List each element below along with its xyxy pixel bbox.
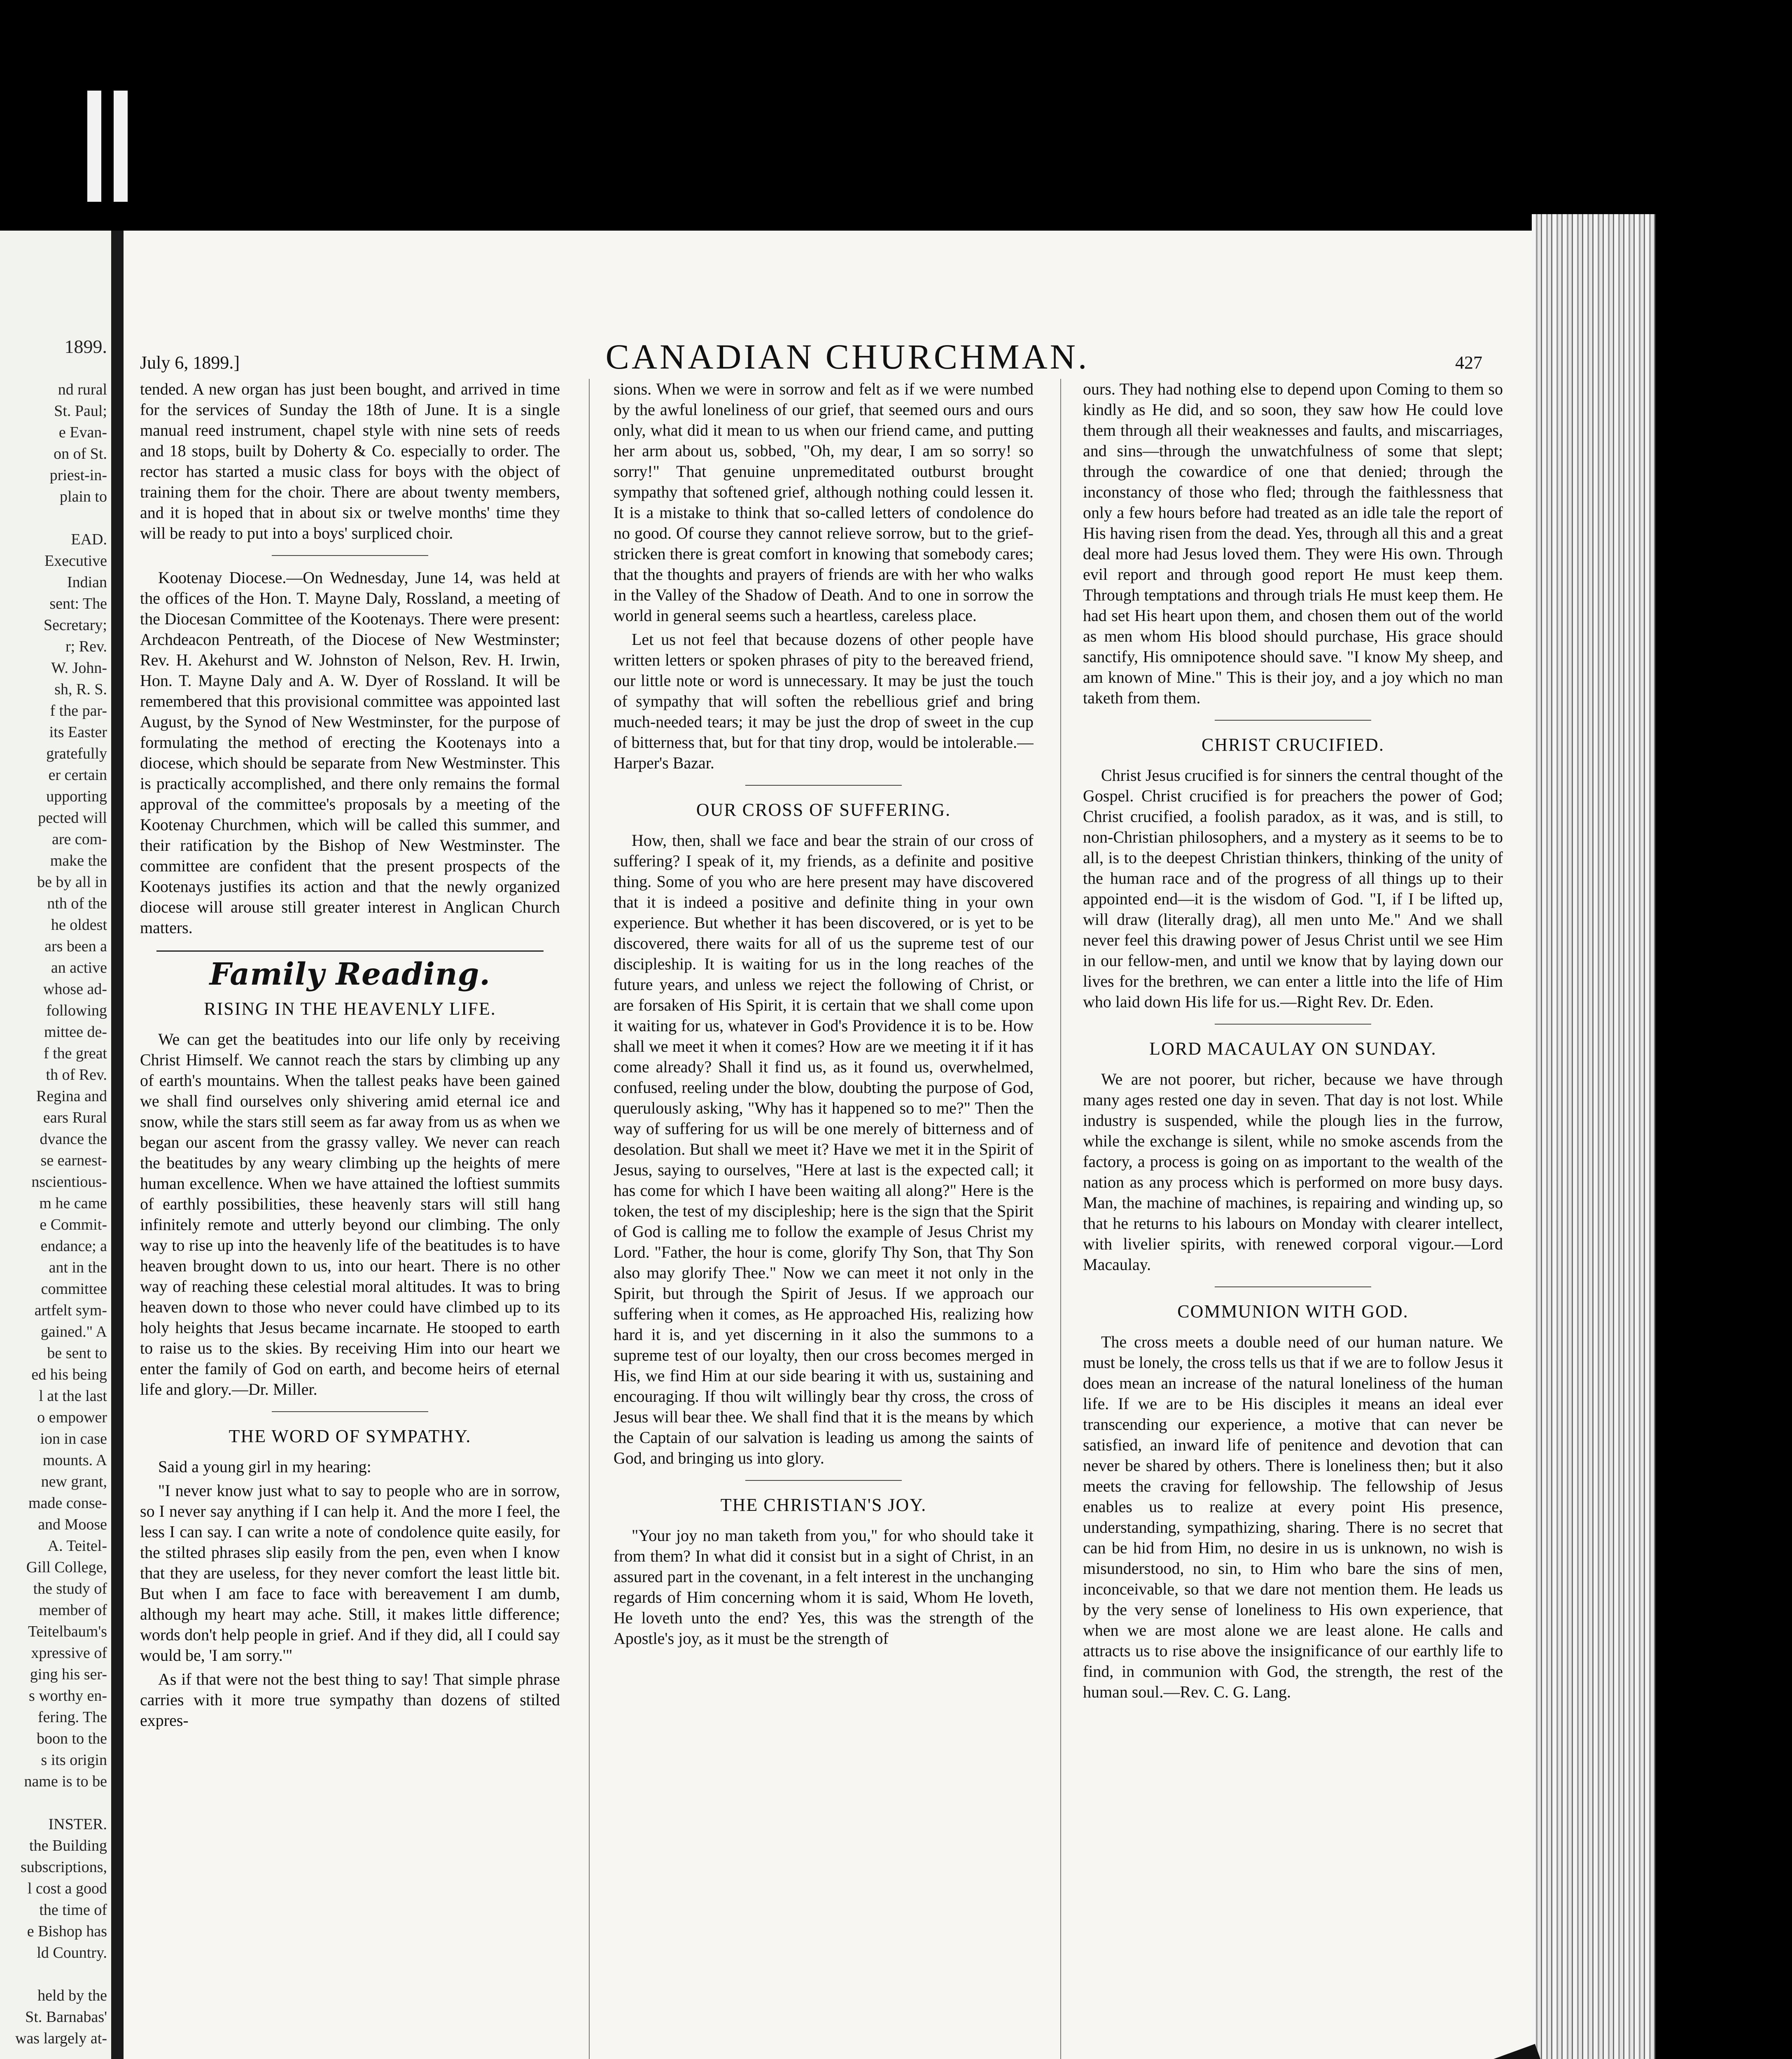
left-page-fragment-line: be sent to [47,1345,107,1362]
sympathy-paragraph-2: "I never know just what to say to people who are in sorrow, so I never say anything if I can help it. And the more I feel, the less I can say. I can write a note of condolence quite easily, for the stilted phrases slip easily from the pen, even when I know that they are useless, for they never comfort the least little bit. But when I am face to face with bereavement I am dumb, although my heart may ache. Still, it makes little difference; words don't help people in grief. And if they did, all I could say would be, 'I am sorry.'" [140,1481,560,1664]
left-page-fragment-line: th of Rev. [46,1066,107,1083]
book-page-edges [1532,214,1655,2059]
left-page-fragment-line: and Moose [38,1516,107,1533]
kootenay-paragraph: Kootenay Diocese.—On Wednesday, June 14, was held at the offices of the Hon. T. Mayne Daly, Rossland, a meeting of the Diocesan Committee of the Kootenays. There were present: Archdeacon Pentreath, of the Diocese of New Westminster; Rev. H. Akehurst and W. Johnston of Nelson, Rev. H. Irwin, Hon. T. Mayne Daly and A. W. Dyer of Rossland. It will be remembered that this provisional committee was appointed last August, by the Synod of New Westminster, for the purpose of formulating the method of erecting the Kootenays into a diocese, which should be separate from New Westminster. This is practically accomplished, and there only remains the formal approval of the committee's proposals by a meeting of the Kootenay Churchmen, which will be called this summer, and their ratification by the Bishop of New Westminster. The committee are confident that the present prospects of the Kootenays justifies its action and that the newly organized diocese will arouse still greater interest in Anglican Church matters. [140,568,560,937]
left-page-fragment-line: pected will [38,809,107,826]
left-page-fragment-line: St. Barnabas' [25,2008,107,2026]
left-page-fragment-line: the study of [33,1580,107,1597]
left-page-text-fragments [15,379,107,2049]
left-page-fragment-line: sh, R. S. [54,681,107,698]
left-page-fragment-line: new grant, [41,1473,107,1490]
left-page-fragment-line: endance; a [40,1237,107,1255]
left-page-fragment-line: e Bishop has [27,1923,107,1940]
binding-gutter [111,231,124,2059]
masthead-title: CANADIAN CHURCHMAN. [605,337,1090,376]
left-page-fragment-line: ars been a [44,938,107,955]
left-page-fragment-line: ld Country. [37,1944,107,1961]
cross-paragraph: How, then, shall we face and bear the strain of our cross of suffering? I speak of it, my friends, as a definite and positive thing. Some of you who are here present may have discovered that it is indeed a positive and definite thing in your own experience. But whether it has been discovered, or is yet to be discovered, there waits for all of us the supreme test of our discipleship. It is waiting for us in the long reaches of the future years, and unless we reject the following of Christ, or are forsaken of His Spirit, it is certain that we shall come upon it waiting for us, whatever in God's Providence it is to be. How shall we meet it when it comes? How are we meeting it if it has come already? Shall it find us, as it found us, overwhelmed, confused, reeling under the blow, doubting the purpose of God, querulously asking, "Why has it happened so to me?" Then the way of suffering for us will be one merely of bitterness and of desolation. But shall we meet it? Have we met it in the Spirit of Jesus, saying to ourselves, "Here at last is the expected call; it has come for which I have been waiting all along?" Here is the token, the test of my discipleship; here is the sign that the Spirit of God is calling me to follow the example of Jesus Christ my Lord. "Father, the hour is come, glorify Thy Son, that Thy Son also may glorify Thee." Now we can meet it not only in the Spirit, but through the Spirit of Jesus. If we approach our suffering when it comes, as He approached His, realizing how hard it is, and yet discerning in it also the summons to a supreme test of our loyalty, then our cross becomes merged in His, we find Him at our side bearing it with us, sustaining and encouraging. If thou wilt willingly bear thy cross, the cross of Jesus will bear thee. We shall find that it is the means by which the Captain of our salvation is leading us among the saints of God, and bringing us into glory. [614,831,1034,1467]
left-page-fragment-line: make the [50,852,107,869]
left-page-fragment-line: following [46,1002,107,1019]
left-page-fragment-line: gained." A [40,1323,107,1340]
left-page-fragment-line: f the par- [50,702,107,719]
article-heading-joy: THE CHRISTIAN'S JOY. [720,1495,927,1515]
left-page-fragment-line: name is to be [24,1773,107,1790]
left-page-year: 1899. [64,336,107,357]
left-page-sliver [0,231,124,2059]
left-page-fragment-line: fering. The [37,1709,107,1726]
header-date: July 6, 1899.] [140,353,240,373]
left-page-fragment-line: artfelt sym- [34,1302,107,1319]
left-page-fragment-line: on of St. [54,445,107,462]
left-page-fragment-line: nscientious- [31,1173,107,1191]
joy-paragraph: "Your joy no man taketh from you," for who should take it from them? In what did it consist but in a sight of Christ, in an assured part in the covenant, in a felt interest in the unchanging regards of Him concerning whom it is said, Whom He loveth, He loveth unto the end? Yes, this was the strength of the Apostle's joy, as it must be the strength of [614,1526,1034,1648]
article-heading-rising: RISING IN THE HEAVENLY LIFE. [204,999,496,1019]
article-heading-sympathy: THE WORD OF SYMPATHY. [229,1426,471,1446]
left-page-fragment-line: made conse- [28,1494,107,1512]
divider [272,555,428,556]
left-page-fragment-line: mittee de- [44,1023,107,1041]
left-page-fragment-line: the time of [39,1901,107,1919]
sympathy-continued-paragraph: sions. When we were in sorrow and felt as if we were numbed by the awful loneliness of our grief, that seemed ours and ours only, what did it mean to us when our friend came, and putting her arm about us, sobbed, "Oh, my dear, I am so sorry! so sorry!" That genuine unpremeditated outburst brought sympathy that softened grief, although nothing could lessen it. It is a mistake to think that so-called letters of condolence do no good. Of course they cannot relieve sorrow, but to the grief-stricken there is great comfort in knowing that somebody cares; that the thoughts and prayers of friends are with her who walks in the Valley of the Shadow of Death. And to one in sorrow the world in general seems such a heartless, careless place. [614,380,1034,625]
left-page-fragment-line: boon to the [37,1730,107,1747]
divider [745,785,902,786]
divider [1215,720,1371,721]
left-page-fragment-line [15,1792,107,1814]
left-page-fragment-line: INSTER. [48,1816,107,1833]
left-page-fragment-line: plain to [59,488,107,505]
left-page-fragment-line: an active [51,959,107,976]
left-page-fragment-line: St. Paul; [54,402,107,420]
film-mark-top-1 [87,91,101,202]
left-page-fragment-line: e Evan- [58,424,107,441]
left-page-fragment-line: e Commit- [40,1216,107,1233]
left-page-fragment-line: m he came [39,1195,107,1212]
left-page-fragment-line: EAD. [71,531,107,548]
left-page-fragment-line: gratefully [46,745,107,762]
page-number: 427 [1455,353,1482,373]
left-page-fragment-line: ears Rural [43,1109,107,1126]
left-page-fragment-line: o empower [37,1409,107,1426]
left-page-fragment-line: l at the last [39,1387,107,1405]
column-2 [614,379,1034,2059]
article-heading-cross: OUR CROSS OF SUFFERING. [696,800,951,820]
left-page-fragment-line: its Easter [49,724,107,741]
left-page-fragment-line: ion in case [40,1430,107,1447]
sympathy-paragraph-3: As if that were not the best thing to say! That simple phrase carries with it more true sympathy than dozens of stilted expres- [140,1670,560,1730]
left-page-fragment-line: Executive [44,552,107,570]
left-page-fragment-line: Teitelbaum's [28,1623,107,1640]
divider [1215,1286,1371,1287]
left-page-fragment-line: er certain [48,766,107,784]
left-page-fragment-line: are com- [52,831,107,848]
article-heading-communion: COMMUNION WITH GOD. [1177,1301,1409,1321]
column-rule [1060,379,1061,2059]
left-page-fragment-line: was largely at- [15,2030,107,2047]
divider [1215,1024,1371,1025]
column-rule [589,379,590,2059]
left-page-fragment-line: the Building [29,1837,107,1854]
left-page-fragment-line: Secretary; [43,616,107,634]
crucified-paragraph: Christ Jesus crucified is for sinners the central thought of the Gospel. Christ crucified is for preachers the power of God; Christ crucified, a foolish paradox, as it was, and is still, to non-Christian philosophers, and a mystery as it seems to be to all, is to the deepest Christian thinkers, thinking of the unity of the human race and of the progress of all things up to their appointed end—it is the wisdom of God. "I, if I be lifted up, will draw (literally drag), all men unto Me." And we shall never feel this drawing power of Jesus Christ until we see Him in our fellow-men, and until we know that by laying down our lives for the brethren, we can enter a little into the life of Him who laid down His life for us.—Right Rev. Dr. Eden. [1083,766,1503,1011]
left-page-fragment-line: se earnest- [40,1152,107,1169]
organ-paragraph: tended. A new organ has just been bought, and arrived in time for the services of Sunday the 18th of June. It is a single manual reed instrument, chapel style with nine sets of reeds and 18 stops, built by Doherty & Co. especially to order. The rector has started a music class for boys with the object of training them for the choir. There are about twenty members, and it is hoped that in about six or twelve months' time they will be ready to put into a boys' surpliced choir. [140,380,560,542]
left-page-fragment-line: be by all in [37,873,107,891]
left-page-fragment-line: ging his ser- [30,1666,107,1683]
left-page-fragment-line: s its origin [41,1751,107,1769]
column-1 [140,379,560,2059]
left-page-fragment-line [15,1963,107,1985]
left-page-fragment-line: committee [41,1280,107,1298]
macaulay-paragraph: We are not poorer, but richer, because we have through many ages rested one day in seven. That day is not lost. While industry is suspended, while the plough lies in the furrow, while the exchange is silent, while no smoke ascends from the factory, a process is going on as important to the wealth of the nation as any process which is performed on more busy days. Man, the machine of machines, is repairing and winding up, so that he returns to his labours on Monday with clearer intellect, with livelier spirits, with renewed corporal vigour.—Lord Macaulay. [1083,1070,1503,1274]
left-page-fragment-line: subscriptions, [20,1858,107,1876]
left-page-fragment-line: s worthy en- [29,1687,107,1704]
divider [272,1411,428,1412]
section-divider [156,950,544,952]
joy-continued-paragraph: ours. They had nothing else to depend upon Coming to them so kindly as He did, and so soon, they saw how He could love them through all their weaknesses and faults, and miscarriages, and sins—through the unwatchfulness of some that slept; through the cowardice of one that denied; through the inconstancy of those who fled; through the faithlessness that only a few hours before had treated as an idle tale the report of His having risen from the dead. Yes, through all this and a great deal more had Jesus loved them. They were His own. Through evil report and through good report He must keep them. Through temptations and through trials He must keep them. He had set His heart upon them, and chosen them out of the world as men whom His blood should purchase, His grace should sanctify, His omnipotence should save. "I know My sheep, and am known of Mine." This is their joy, and a joy which no man taketh from them. [1083,380,1503,707]
left-page-fragment-line: mounts. A [42,1452,107,1469]
left-page-fragment-line: upporting [46,788,107,805]
left-page-fragment-line: member of [39,1601,107,1619]
let-us-paragraph: Let us not feel that because dozens of other people have written letters or spoken phrases of pity to the bereaved friend, our little note or word is unnecessary. It may be just the touch of sympathy that will soften the rebellious grief and bring much-needed tears; it may be just the drop of sweet in the cup of bitterness that, but for that tiny drop, would be intolerable.—Harper's Bazar. [614,630,1034,772]
communion-paragraph: The cross meets a double need of our human nature. We must be lonely, the cross tells us that if we are to follow Jesus it does mean an increase of the natural loneliness of the human life. If we are to be His disciples it means an ideal ever transcending our experience, a motive that can never be satisfied, an inward life of penitence and devotion that can never be shared by others. There is loneliness then; but it also meets the craving for fellowship. The fellowship of Jesus enables us to realize at every point His presence, understanding, sympathizing, sharing. There is no secret that can be hid from Him, no desire in us is unknown, no wish is misunderstood, no sin, to Him who bare the sins of men, inconceivable, so that we dare not mention them. He leads us by the very sense of loneliness to His own experience, that when we are most alone we are least alone. He calls and attracts us to rise above the insignificance of our earthly life to find, in communion with God, the strength, the rest of the human soul.—Rev. C. G. Lang. [1083,1333,1503,1701]
left-page-fragment-line: l cost a good [27,1880,107,1897]
left-page-fragment-line: r; Rev. [65,638,107,655]
left-page-fragment-line: nth of the [47,895,107,912]
left-page-fragment-line: Regina and [36,1088,107,1105]
left-page-fragment-line: sent: The [49,595,107,612]
article-columns [140,379,1507,2059]
article-heading-macaulay: LORD MACAULAY ON SUNDAY. [1149,1039,1437,1059]
left-page-fragment-line: dvance the [40,1130,107,1148]
left-page-fragment-line: Gill College, [26,1559,107,1576]
left-page-fragment-line: W. John- [51,659,107,677]
left-page-fragment-line: ed his being [31,1366,107,1383]
left-page-fragment-line: A. Teitel- [47,1537,107,1555]
divider [745,1480,902,1481]
left-page-fragment-line: held by the [37,1987,107,2004]
column-3 [1083,379,1503,2059]
left-page-fragment-line: priest-in- [49,467,107,484]
left-page-fragment-line: f the great [43,1045,107,1062]
left-page-fragment-line: he oldest [51,916,107,934]
left-page-fragment-line: Indian [67,574,107,591]
left-page-fragment-line: whose ad- [43,980,107,998]
film-mark-top-2 [114,91,128,202]
left-page-fragment-line: nd rural [58,381,107,398]
newspaper-page [124,231,1532,2059]
rising-paragraph: We can get the beatitudes into our life only by receiving Christ Himself. We cannot reach the stars by climbing up any of earth's mountains. When the tallest peaks have been gained we shall find ourselves only shivering amid eternal ice and snow, while the stars still seem as far away from us as when we began our ascent from the grassy valley. We never can reach the beatitudes by any weary climbing up the heights of mere human excellence. When we have attained the loftiest summits of earthly possibilities, these heavenly stars will still hang infinitely remote and utterly beyond our climbing. The only way to rise up into the heavenly life of the beatitudes is to have heaven brought down to us, into our heart. There is no other way of reaching these celestial moral altitudes. It was to bring heaven down to those who never could have climbed up to its holy heights that Jesus became incarnate. He stooped to earth to raise us to the skies. By receiving Him into our heart we enter the family of God on earth, and become heirs of eternal life and glory.—Dr. Miller. [140,1030,560,1398]
page-header [140,336,1482,377]
left-page-fragment-line: ant in the [49,1259,107,1276]
article-heading-crucified: CHRIST CRUCIFIED. [1202,735,1384,755]
left-page-fragment-line [15,507,107,529]
family-reading-heading: Family Reading. [209,957,491,992]
left-page-fragment-line: xpressive of [31,1644,107,1662]
sympathy-paragraph-1: Said a young girl in my hearing: [158,1457,371,1476]
